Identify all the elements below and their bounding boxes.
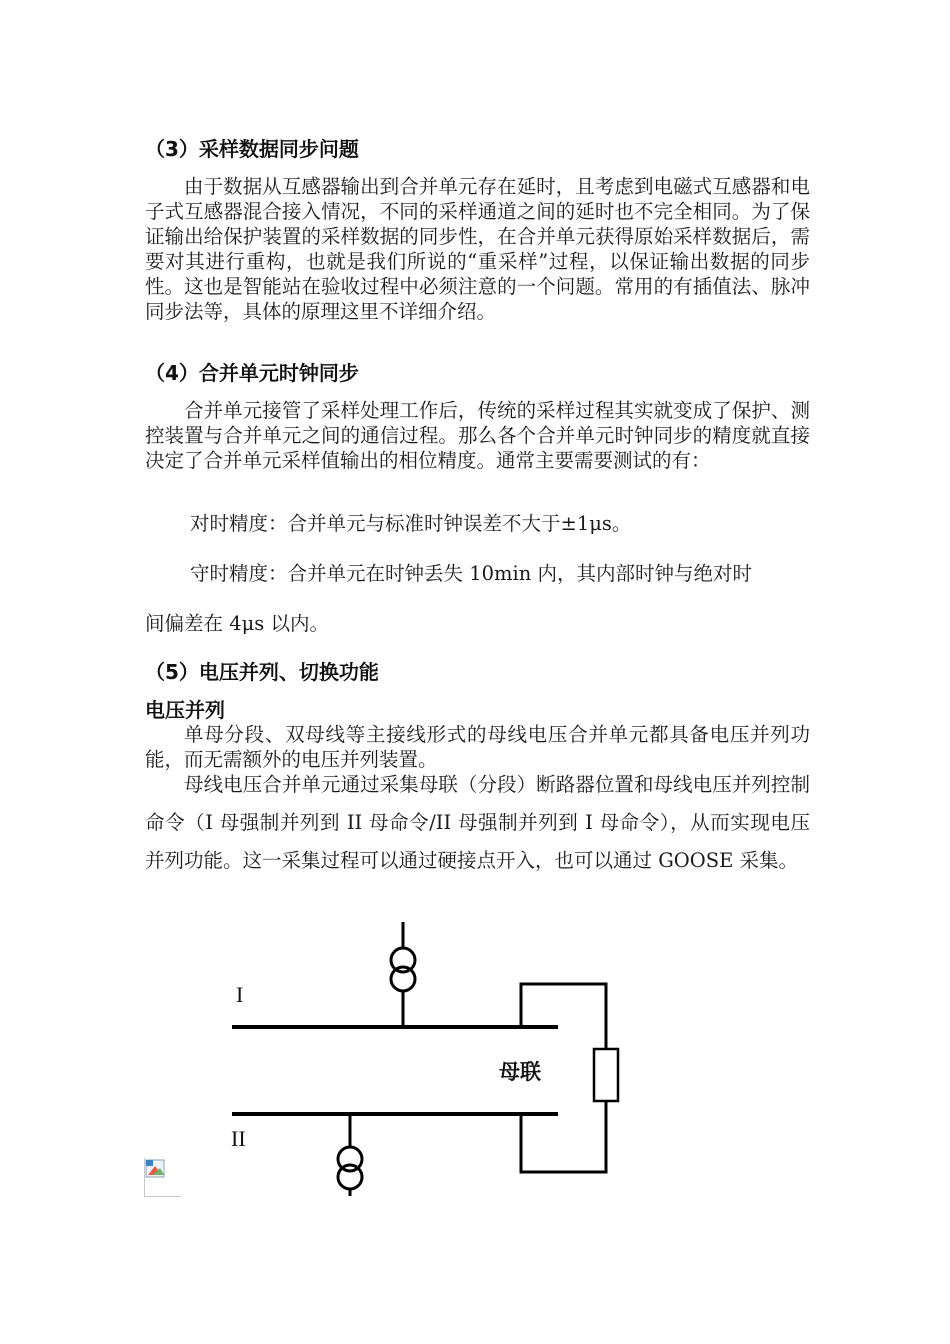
sync-accuracy-item: 对时精度：合并单元与标准时钟误差不大于±1μs。 xyxy=(190,512,632,535)
bus-1-label: I xyxy=(236,982,244,1007)
bus-2-label: II xyxy=(231,1126,246,1151)
image-frame xyxy=(144,1158,181,1197)
hold-accuracy-item-line1: 守时精度：合并单元在时钟丢失 10min 内，其内部时钟与绝对时 xyxy=(190,562,752,585)
coupler-breaker xyxy=(594,1049,618,1101)
voltage-parallel-subheading: 电压并列 xyxy=(145,698,225,722)
section-5-heading: （5）电压并列、切换功能 xyxy=(145,660,379,684)
section-4-heading: （4）合并单元时钟同步 xyxy=(145,361,359,385)
section-4-paragraph: 合并单元接管了采样处理工作后，传统的采样过程其实就变成了保护、测控装置与合并单元之间的通信过程。那么各个合并单元时钟同步的精度就直接决定了合并单元采样值输出的相位精度。通常主要需要测试的有： xyxy=(145,399,810,472)
section-3-heading: （3）采样数据同步问题 xyxy=(145,137,359,161)
coupler-lower-wire xyxy=(521,1101,606,1172)
coupler-upper-wire xyxy=(521,984,606,1049)
hold-accuracy-item-line2: 间偏差在 4μs 以内。 xyxy=(145,612,329,635)
pt-2-winding-bottom xyxy=(338,1165,362,1189)
bus-coupler-label: 母联 xyxy=(499,1060,541,1084)
section-5-paragraph-2: 母线电压合并单元通过采集母联（分段）断路器位置和母线电压并列控制命令（I 母强制并列到 II 母命令/II 母强制并列到 I 母命令），从而实现电压并列功能。这一采集过程可以通过硬接点开入，也可以通过 GOOSE 采集。 xyxy=(145,773,810,872)
section-5-paragraph-1: 单母分段、双母线等主接线形式的母线电压合并单元都具备电压并列功能，而无需额外的电压并列装置。 xyxy=(145,723,810,771)
section-3-paragraph: 由于数据从互感器输出到合并单元存在延时，且考虑到电磁式互感器和电子式互感器混合接入情况，不同的采样通道之间的延时也不完全相同。为了保证输出给保护装置的采样数据的同步性，在合并单元获得原始采样数据后，需要对其进行重构，也就是我们所说的“重采样”过程，以保证输出数据的同步性。这也是智能站在验收过程中必须注意的一个问题。常用的有插值法、脉冲同步法等，具体的原理这里不详细介绍。 xyxy=(145,175,810,323)
